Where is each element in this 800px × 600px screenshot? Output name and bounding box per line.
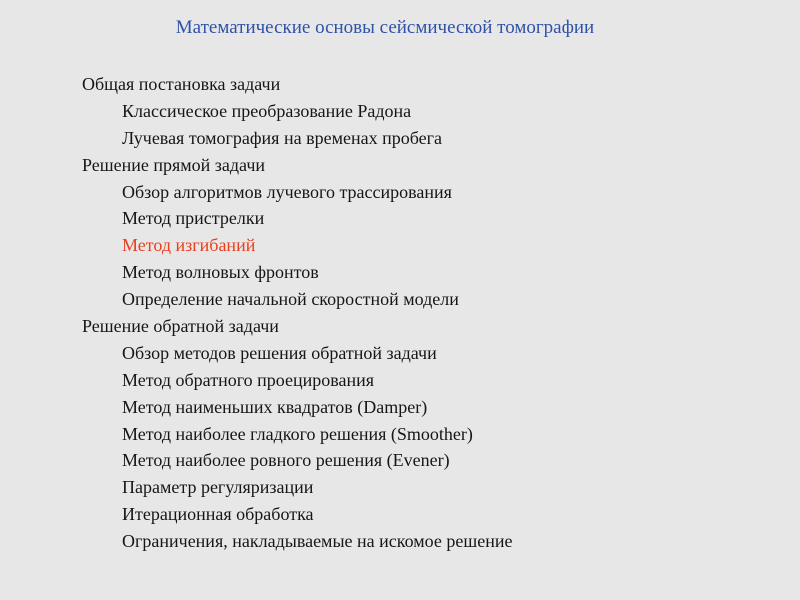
outline-item: Обзор методов решения обратной задачи	[122, 342, 437, 363]
section-heading-problem-statement: Общая постановка задачи	[82, 74, 281, 94]
outline-item: Метод наиболее гладкого решения (Smoother)	[122, 423, 473, 444]
outline-item: Параметр регуляризации	[122, 477, 314, 498]
outline-item: Классическое преобразование Радона	[122, 100, 412, 121]
outline-item: Метод пристрелки	[122, 208, 265, 229]
outline-item: Метод волновых фронтов	[122, 262, 319, 283]
outline-item-highlighted: Метод изгибаний	[122, 235, 256, 256]
outline-list	[82, 71, 512, 555]
outline-item: Метод наименьших квадратов (Damper)	[122, 396, 428, 417]
outline-item: Метод наиболее ровного решения (Evener)	[122, 450, 450, 471]
section-heading-forward-problem: Решение прямой задачи	[82, 154, 266, 175]
outline-item: Итерационная обработка	[122, 504, 314, 525]
outline-item: Определение начальной скоростной модели	[122, 289, 459, 310]
outline-item: Лучевая томография на временах пробега	[122, 127, 442, 148]
outline-item: Метод обратного проецирования	[122, 369, 375, 390]
outline-item: Обзор алгоритмов лучевого трассирования	[122, 181, 452, 202]
section-heading-inverse-problem: Решение обратной задачи	[82, 316, 279, 337]
slide-title: Математические основы сейсмической томографии	[175, 17, 595, 38]
outline-item: Ограничения, накладываемые на искомое решение	[122, 531, 513, 552]
